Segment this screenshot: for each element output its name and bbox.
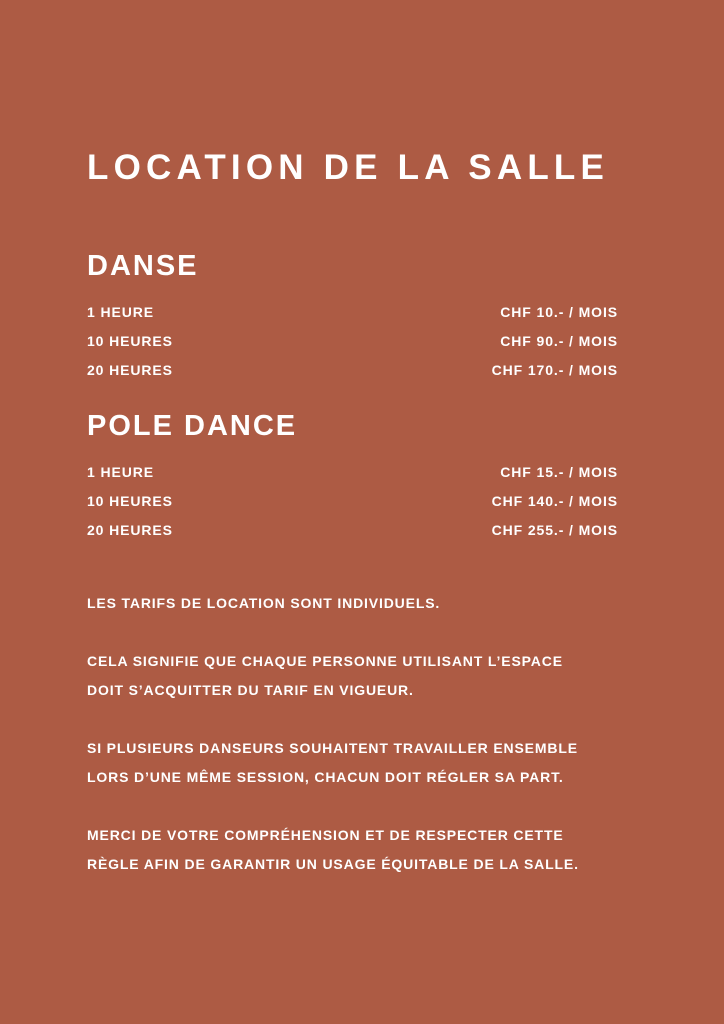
section-heading-danse: DANSE (87, 250, 199, 282)
duration-label: 20 HEURES (87, 362, 173, 378)
price-row (87, 330, 618, 359)
price-row (87, 461, 618, 490)
price-value: CHF 10.- / MOIS (500, 304, 618, 320)
duration-label: 1 HEURE (87, 304, 154, 320)
price-value: CHF 15.- / MOIS (500, 464, 618, 480)
price-value: CHF 90.- / MOIS (500, 333, 618, 349)
price-row (87, 301, 618, 330)
price-value: CHF 170.- / MOIS (491, 362, 618, 378)
note-paragraph: CELA SIGNIFIE QUE CHAQUE PERSONNE UTILISANT L’ESPACE DOIT S’ACQUITTER DU TARIF EN VIGUEUR. (87, 653, 563, 698)
section-heading-pole-dance: POLE DANCE (87, 410, 298, 442)
price-value: CHF 255.- / MOIS (491, 522, 618, 538)
price-value: CHF 140.- / MOIS (491, 493, 618, 509)
note-paragraph: SI PLUSIEURS DANSEURS SOUHAITENT TRAVAILLER ENSEMBLE LORS D’UNE MÊME SESSION, CHACUN DOIT RÉGLER SA PART. (87, 740, 578, 785)
page-title: LOCATION DE LA SALLE (87, 148, 610, 187)
duration-label: 1 HEURE (87, 464, 154, 480)
note-paragraph: LES TARIFS DE LOCATION SONT INDIVIDUELS. (87, 595, 441, 611)
price-row (87, 359, 618, 388)
price-row (87, 519, 618, 548)
duration-label: 10 HEURES (87, 333, 173, 349)
duration-label: 10 HEURES (87, 493, 173, 509)
note-paragraph: MERCI DE VOTRE COMPRÉHENSION ET DE RESPECTER CETTE RÈGLE AFIN DE GARANTIR UN USAGE ÉQUITABLE DE LA SALLE. (87, 827, 579, 872)
price-row (87, 490, 618, 519)
price-list-pole-dance (87, 461, 618, 548)
duration-label: 20 HEURES (87, 522, 173, 538)
price-list-danse (87, 301, 618, 388)
